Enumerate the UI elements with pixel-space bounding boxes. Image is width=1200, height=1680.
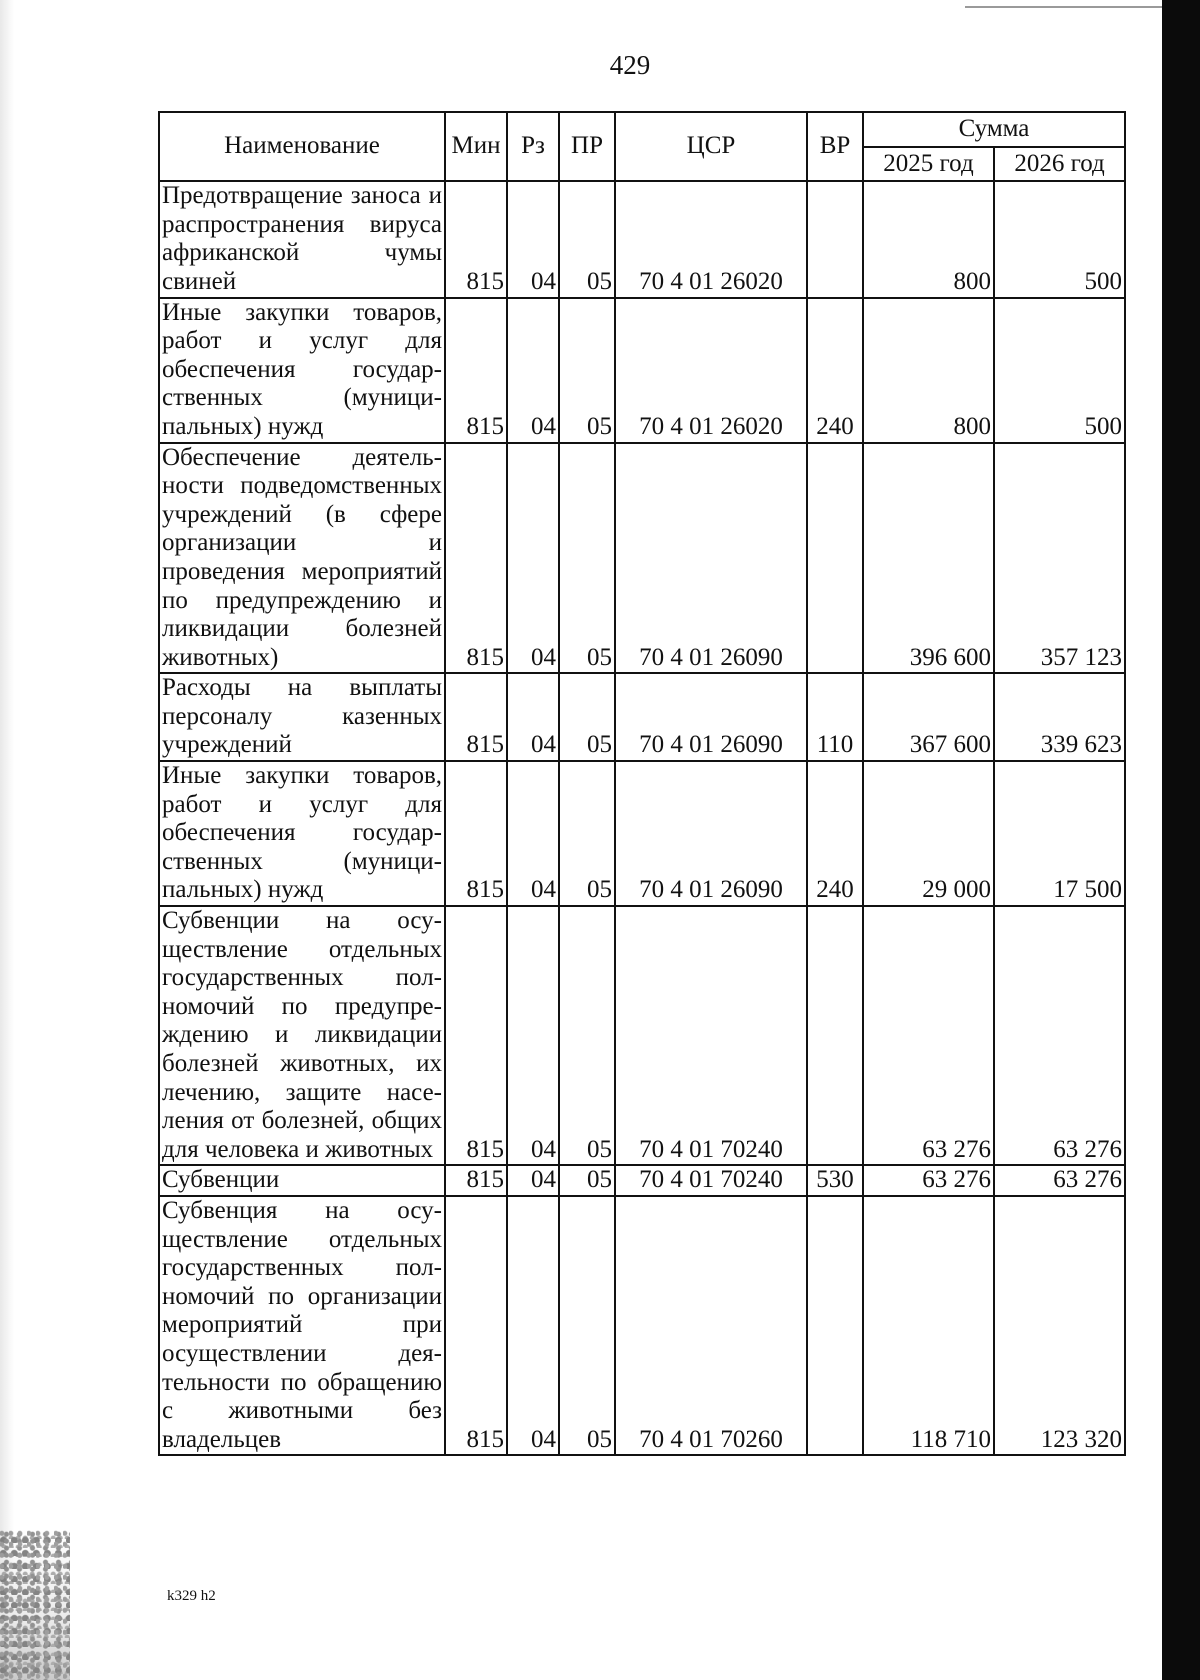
scan-left-edge [0,0,14,1680]
cell-csr: 70 4 01 26020 [615,298,807,443]
table-row [159,1196,1125,1455]
cell-2026: 123 320 [994,1196,1125,1455]
cell-vr: 110 [807,673,863,761]
cell-vr: 530 [807,1165,863,1196]
table-row [159,906,1125,1165]
cell-name: Иные закупки товаров, работ и услуг для обеспечения государственных (муниципальных) нужд [159,298,445,443]
header-year-2026: 2026 год [994,147,1125,182]
footer-code: k329 h2 [167,1588,216,1604]
cell-csr: 70 4 01 26090 [615,443,807,674]
cell-rz: 04 [507,761,559,906]
cell-min: 815 [445,1165,507,1196]
cell-min: 815 [445,673,507,761]
cell-pr: 05 [559,906,615,1165]
cell-min: 815 [445,443,507,674]
cell-2025: 29 000 [863,761,994,906]
cell-pr: 05 [559,673,615,761]
cell-2025: 396 600 [863,443,994,674]
cell-vr [807,443,863,674]
header-pr: ПР [559,112,615,181]
table-row [159,443,1125,674]
cell-pr: 05 [559,1196,615,1455]
cell-vr: 240 [807,761,863,906]
cell-name: Субвенции [159,1165,445,1196]
cell-rz: 04 [507,443,559,674]
cell-pr: 05 [559,761,615,906]
header-min: Мин [445,112,507,181]
header-csr: ЦСР [615,112,807,181]
cell-name: Субвенции на осуществление отдельных государственных полномочий по предупреждению и ликвидации болезней животных, их лечению, защите населения от болезней, общих для человека и животных [159,906,445,1165]
cell-csr: 70 4 01 70260 [615,1196,807,1455]
cell-name: Обеспечение деятельности подведомственных учреждений (в сфере организации и проведения мероприятий по предупреждению и ликвидации болезней животных) [159,443,445,674]
cell-csr: 70 4 01 26090 [615,761,807,906]
header-sum: Сумма [863,112,1125,147]
cell-vr: 240 [807,298,863,443]
cell-2025: 63 276 [863,906,994,1165]
cell-vr [807,1196,863,1455]
cell-csr: 70 4 01 26090 [615,673,807,761]
cell-name: Предотвращение заноса и распространения вируса африканской чумы свиней [159,181,445,297]
cell-name: Иные закупки товаров, работ и услуг для обеспечения государственных (муниципальных) нужд [159,761,445,906]
cell-rz: 04 [507,1165,559,1196]
cell-rz: 04 [507,1196,559,1455]
cell-pr: 05 [559,298,615,443]
header-row [159,112,1125,147]
cell-name: Расходы на выплаты персоналу казенных учреждений [159,673,445,761]
scan-right-border [1162,0,1200,1680]
cell-pr: 05 [559,181,615,297]
header-vr: ВР [807,112,863,181]
cell-2025: 367 600 [863,673,994,761]
cell-2025: 63 276 [863,1165,994,1196]
cell-2026: 17 500 [994,761,1125,906]
cell-2026: 63 276 [994,906,1125,1165]
cell-2026: 63 276 [994,1165,1125,1196]
cell-2026: 500 [994,298,1125,443]
cell-min: 815 [445,298,507,443]
cell-2025: 800 [863,181,994,297]
cell-min: 815 [445,181,507,297]
page-number: 429 [609,50,651,80]
table-header [159,112,1125,181]
table-body [159,181,1125,1455]
cell-rz: 04 [507,181,559,297]
cell-2026: 339 623 [994,673,1125,761]
cell-2026: 357 123 [994,443,1125,674]
budget-table [158,111,1126,1456]
table-row [159,181,1125,297]
cell-pr: 05 [559,1165,615,1196]
table-row [159,1165,1125,1196]
cell-2026: 500 [994,181,1125,297]
cell-2025: 800 [863,298,994,443]
cell-rz: 04 [507,298,559,443]
scan-speckle-artifact [0,1530,70,1680]
cell-min: 815 [445,761,507,906]
scan-top-rule [965,6,1165,8]
cell-csr: 70 4 01 70240 [615,906,807,1165]
cell-name: Субвенция на осуществление отдельных государственных полномочий по организации мероприятий при осуществлении деятельности по обращению с животными без владельцев [159,1196,445,1455]
header-name: Наименование [159,112,445,181]
table-row [159,673,1125,761]
cell-min: 815 [445,906,507,1165]
cell-2025: 118 710 [863,1196,994,1455]
table-row [159,761,1125,906]
cell-pr: 05 [559,443,615,674]
header-year-2025: 2025 год [863,147,994,182]
cell-rz: 04 [507,906,559,1165]
cell-rz: 04 [507,673,559,761]
cell-csr: 70 4 01 26020 [615,181,807,297]
cell-vr [807,181,863,297]
header-rz: Рз [507,112,559,181]
table-row [159,298,1125,443]
cell-vr [807,906,863,1165]
cell-min: 815 [445,1196,507,1455]
cell-csr: 70 4 01 70240 [615,1165,807,1196]
